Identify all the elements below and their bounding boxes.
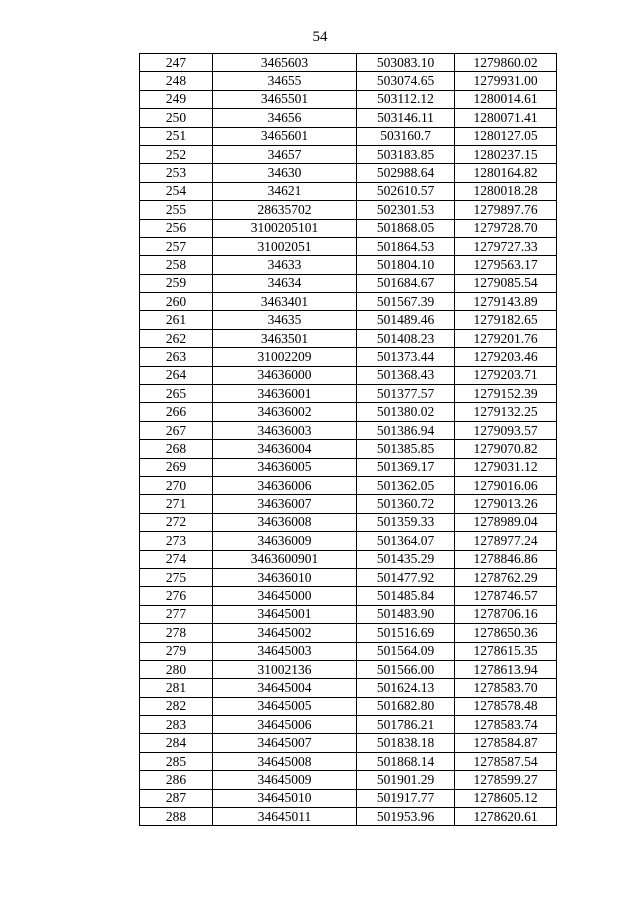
point-number-cell: 260 bbox=[140, 293, 213, 311]
coordinates-table bbox=[139, 53, 557, 826]
y-coordinate-cell: 1279132.25 bbox=[455, 403, 557, 421]
table-row bbox=[140, 752, 557, 770]
x-coordinate-cell: 501385.85 bbox=[357, 440, 455, 458]
point-code-cell: 34636004 bbox=[213, 440, 357, 458]
y-coordinate-cell: 1280237.15 bbox=[455, 145, 557, 163]
point-code-cell: 34645002 bbox=[213, 624, 357, 642]
point-code-cell: 34645000 bbox=[213, 587, 357, 605]
y-coordinate-cell: 1279860.02 bbox=[455, 54, 557, 72]
point-number-cell: 261 bbox=[140, 311, 213, 329]
y-coordinate-cell: 1279093.57 bbox=[455, 421, 557, 439]
point-number-cell: 276 bbox=[140, 587, 213, 605]
y-coordinate-cell: 1279143.89 bbox=[455, 293, 557, 311]
point-number-cell: 281 bbox=[140, 679, 213, 697]
y-coordinate-cell: 1278746.57 bbox=[455, 587, 557, 605]
point-code-cell: 34636002 bbox=[213, 403, 357, 421]
y-coordinate-cell: 1279203.46 bbox=[455, 348, 557, 366]
table-row bbox=[140, 605, 557, 623]
point-number-cell: 280 bbox=[140, 660, 213, 678]
point-number-cell: 287 bbox=[140, 789, 213, 807]
y-coordinate-cell: 1280164.82 bbox=[455, 164, 557, 182]
x-coordinate-cell: 501567.39 bbox=[357, 293, 455, 311]
y-coordinate-cell: 1278583.74 bbox=[455, 716, 557, 734]
x-coordinate-cell: 501786.21 bbox=[357, 716, 455, 734]
point-code-cell: 34636010 bbox=[213, 568, 357, 586]
x-coordinate-cell: 502988.64 bbox=[357, 164, 455, 182]
point-number-cell: 274 bbox=[140, 550, 213, 568]
y-coordinate-cell: 1278584.87 bbox=[455, 734, 557, 752]
y-coordinate-cell: 1278977.24 bbox=[455, 532, 557, 550]
x-coordinate-cell: 501477.92 bbox=[357, 568, 455, 586]
y-coordinate-cell: 1278587.54 bbox=[455, 752, 557, 770]
y-coordinate-cell: 1279182.65 bbox=[455, 311, 557, 329]
table-row bbox=[140, 109, 557, 127]
point-code-cell: 34636001 bbox=[213, 385, 357, 403]
point-number-cell: 264 bbox=[140, 366, 213, 384]
y-coordinate-cell: 1278599.27 bbox=[455, 771, 557, 789]
point-number-cell: 288 bbox=[140, 808, 213, 826]
point-code-cell: 34636007 bbox=[213, 495, 357, 513]
point-code-cell: 34645007 bbox=[213, 734, 357, 752]
table-row bbox=[140, 532, 557, 550]
point-code-cell: 34636008 bbox=[213, 513, 357, 531]
x-coordinate-cell: 502610.57 bbox=[357, 182, 455, 200]
y-coordinate-cell: 1278762.29 bbox=[455, 568, 557, 586]
y-coordinate-cell: 1279152.39 bbox=[455, 385, 557, 403]
table-row bbox=[140, 145, 557, 163]
point-number-cell: 283 bbox=[140, 716, 213, 734]
table-row bbox=[140, 495, 557, 513]
point-code-cell: 3463501 bbox=[213, 329, 357, 347]
point-code-cell: 34636000 bbox=[213, 366, 357, 384]
x-coordinate-cell: 501386.94 bbox=[357, 421, 455, 439]
point-code-cell: 31002136 bbox=[213, 660, 357, 678]
y-coordinate-cell: 1278620.61 bbox=[455, 808, 557, 826]
point-code-cell: 3465603 bbox=[213, 54, 357, 72]
table-row bbox=[140, 256, 557, 274]
y-coordinate-cell: 1279728.70 bbox=[455, 219, 557, 237]
table-row bbox=[140, 72, 557, 90]
y-coordinate-cell: 1280018.28 bbox=[455, 182, 557, 200]
y-coordinate-cell: 1279563.17 bbox=[455, 256, 557, 274]
x-coordinate-cell: 501489.46 bbox=[357, 311, 455, 329]
point-code-cell: 28635702 bbox=[213, 201, 357, 219]
point-code-cell: 31002209 bbox=[213, 348, 357, 366]
table-row bbox=[140, 366, 557, 384]
y-coordinate-cell: 1278578.48 bbox=[455, 697, 557, 715]
point-number-cell: 282 bbox=[140, 697, 213, 715]
point-code-cell: 34645004 bbox=[213, 679, 357, 697]
point-code-cell: 34645010 bbox=[213, 789, 357, 807]
table-row bbox=[140, 237, 557, 255]
point-number-cell: 247 bbox=[140, 54, 213, 72]
point-number-cell: 286 bbox=[140, 771, 213, 789]
table-row bbox=[140, 550, 557, 568]
table-row bbox=[140, 476, 557, 494]
point-number-cell: 256 bbox=[140, 219, 213, 237]
y-coordinate-cell: 1278615.35 bbox=[455, 642, 557, 660]
point-code-cell: 34657 bbox=[213, 145, 357, 163]
x-coordinate-cell: 503183.85 bbox=[357, 145, 455, 163]
point-number-cell: 253 bbox=[140, 164, 213, 182]
x-coordinate-cell: 501373.44 bbox=[357, 348, 455, 366]
point-number-cell: 259 bbox=[140, 274, 213, 292]
point-code-cell: 34645003 bbox=[213, 642, 357, 660]
point-code-cell: 3463600901 bbox=[213, 550, 357, 568]
table-row bbox=[140, 403, 557, 421]
y-coordinate-cell: 1279085.54 bbox=[455, 274, 557, 292]
table-row bbox=[140, 587, 557, 605]
point-code-cell: 34630 bbox=[213, 164, 357, 182]
point-code-cell: 34645011 bbox=[213, 808, 357, 826]
x-coordinate-cell: 501868.05 bbox=[357, 219, 455, 237]
point-code-cell: 34636006 bbox=[213, 476, 357, 494]
y-coordinate-cell: 1279070.82 bbox=[455, 440, 557, 458]
table-row bbox=[140, 716, 557, 734]
x-coordinate-cell: 503160.7 bbox=[357, 127, 455, 145]
x-coordinate-cell: 503074.65 bbox=[357, 72, 455, 90]
point-number-cell: 252 bbox=[140, 145, 213, 163]
point-number-cell: 279 bbox=[140, 642, 213, 660]
x-coordinate-cell: 501684.67 bbox=[357, 274, 455, 292]
point-number-cell: 249 bbox=[140, 90, 213, 108]
table-row bbox=[140, 660, 557, 678]
table-row bbox=[140, 311, 557, 329]
y-coordinate-cell: 1279897.76 bbox=[455, 201, 557, 219]
x-coordinate-cell: 501624.13 bbox=[357, 679, 455, 697]
point-number-cell: 271 bbox=[140, 495, 213, 513]
y-coordinate-cell: 1280014.61 bbox=[455, 90, 557, 108]
point-code-cell: 34645001 bbox=[213, 605, 357, 623]
y-coordinate-cell: 1280071.41 bbox=[455, 109, 557, 127]
point-number-cell: 285 bbox=[140, 752, 213, 770]
table-row bbox=[140, 771, 557, 789]
point-number-cell: 268 bbox=[140, 440, 213, 458]
x-coordinate-cell: 501364.07 bbox=[357, 532, 455, 550]
point-number-cell: 273 bbox=[140, 532, 213, 550]
point-code-cell: 34635 bbox=[213, 311, 357, 329]
point-number-cell: 248 bbox=[140, 72, 213, 90]
point-number-cell: 254 bbox=[140, 182, 213, 200]
point-code-cell: 3465501 bbox=[213, 90, 357, 108]
x-coordinate-cell: 501362.05 bbox=[357, 476, 455, 494]
table-row bbox=[140, 808, 557, 826]
point-code-cell: 3100205101 bbox=[213, 219, 357, 237]
x-coordinate-cell: 501682.80 bbox=[357, 697, 455, 715]
point-number-cell: 277 bbox=[140, 605, 213, 623]
table-row bbox=[140, 421, 557, 439]
table-row bbox=[140, 201, 557, 219]
coordinates-table-body bbox=[140, 54, 557, 826]
x-coordinate-cell: 501566.00 bbox=[357, 660, 455, 678]
y-coordinate-cell: 1278989.04 bbox=[455, 513, 557, 531]
point-code-cell: 34656 bbox=[213, 109, 357, 127]
y-coordinate-cell: 1278583.70 bbox=[455, 679, 557, 697]
table-row bbox=[140, 219, 557, 237]
x-coordinate-cell: 501483.90 bbox=[357, 605, 455, 623]
x-coordinate-cell: 501953.96 bbox=[357, 808, 455, 826]
table-row bbox=[140, 697, 557, 715]
y-coordinate-cell: 1278706.16 bbox=[455, 605, 557, 623]
point-number-cell: 262 bbox=[140, 329, 213, 347]
y-coordinate-cell: 1279013.26 bbox=[455, 495, 557, 513]
y-coordinate-cell: 1279201.76 bbox=[455, 329, 557, 347]
point-number-cell: 266 bbox=[140, 403, 213, 421]
point-code-cell: 34621 bbox=[213, 182, 357, 200]
point-code-cell: 34634 bbox=[213, 274, 357, 292]
x-coordinate-cell: 501377.57 bbox=[357, 385, 455, 403]
point-code-cell: 34645009 bbox=[213, 771, 357, 789]
x-coordinate-cell: 503112.12 bbox=[357, 90, 455, 108]
point-code-cell: 31002051 bbox=[213, 237, 357, 255]
x-coordinate-cell: 503083.10 bbox=[357, 54, 455, 72]
page-number: 54 bbox=[312, 29, 328, 45]
point-code-cell: 34636003 bbox=[213, 421, 357, 439]
point-number-cell: 267 bbox=[140, 421, 213, 439]
x-coordinate-cell: 501901.29 bbox=[357, 771, 455, 789]
table-row bbox=[140, 348, 557, 366]
y-coordinate-cell: 1279931.00 bbox=[455, 72, 557, 90]
x-coordinate-cell: 501369.17 bbox=[357, 458, 455, 476]
x-coordinate-cell: 501408.23 bbox=[357, 329, 455, 347]
point-number-cell: 251 bbox=[140, 127, 213, 145]
table-row bbox=[140, 293, 557, 311]
x-coordinate-cell: 501359.33 bbox=[357, 513, 455, 531]
point-code-cell: 3465601 bbox=[213, 127, 357, 145]
y-coordinate-cell: 1279031.12 bbox=[455, 458, 557, 476]
point-number-cell: 265 bbox=[140, 385, 213, 403]
x-coordinate-cell: 501360.72 bbox=[357, 495, 455, 513]
point-code-cell: 34636005 bbox=[213, 458, 357, 476]
x-coordinate-cell: 501435.29 bbox=[357, 550, 455, 568]
table-row bbox=[140, 513, 557, 531]
table-row bbox=[140, 385, 557, 403]
point-code-cell: 3463401 bbox=[213, 293, 357, 311]
y-coordinate-cell: 1279203.71 bbox=[455, 366, 557, 384]
point-number-cell: 272 bbox=[140, 513, 213, 531]
point-number-cell: 284 bbox=[140, 734, 213, 752]
table-row bbox=[140, 789, 557, 807]
point-number-cell: 270 bbox=[140, 476, 213, 494]
table-row bbox=[140, 329, 557, 347]
point-number-cell: 258 bbox=[140, 256, 213, 274]
table-row bbox=[140, 568, 557, 586]
table-row bbox=[140, 679, 557, 697]
table-row bbox=[140, 458, 557, 476]
point-code-cell: 34645006 bbox=[213, 716, 357, 734]
x-coordinate-cell: 501380.02 bbox=[357, 403, 455, 421]
point-number-cell: 250 bbox=[140, 109, 213, 127]
table-row bbox=[140, 440, 557, 458]
x-coordinate-cell: 501368.43 bbox=[357, 366, 455, 384]
point-number-cell: 263 bbox=[140, 348, 213, 366]
point-number-cell: 255 bbox=[140, 201, 213, 219]
x-coordinate-cell: 501864.53 bbox=[357, 237, 455, 255]
y-coordinate-cell: 1279016.06 bbox=[455, 476, 557, 494]
x-coordinate-cell: 502301.53 bbox=[357, 201, 455, 219]
y-coordinate-cell: 1278846.86 bbox=[455, 550, 557, 568]
point-code-cell: 34655 bbox=[213, 72, 357, 90]
x-coordinate-cell: 503146.11 bbox=[357, 109, 455, 127]
y-coordinate-cell: 1278613.94 bbox=[455, 660, 557, 678]
point-number-cell: 269 bbox=[140, 458, 213, 476]
x-coordinate-cell: 501804.10 bbox=[357, 256, 455, 274]
point-code-cell: 34636009 bbox=[213, 532, 357, 550]
point-code-cell: 34645005 bbox=[213, 697, 357, 715]
point-code-cell: 34633 bbox=[213, 256, 357, 274]
table-row bbox=[140, 127, 557, 145]
y-coordinate-cell: 1278650.36 bbox=[455, 624, 557, 642]
table-row bbox=[140, 274, 557, 292]
y-coordinate-cell: 1280127.05 bbox=[455, 127, 557, 145]
table-row bbox=[140, 90, 557, 108]
x-coordinate-cell: 501485.84 bbox=[357, 587, 455, 605]
table-row bbox=[140, 164, 557, 182]
table-row bbox=[140, 54, 557, 72]
x-coordinate-cell: 501564.09 bbox=[357, 642, 455, 660]
point-number-cell: 257 bbox=[140, 237, 213, 255]
y-coordinate-cell: 1278605.12 bbox=[455, 789, 557, 807]
point-number-cell: 278 bbox=[140, 624, 213, 642]
x-coordinate-cell: 501917.77 bbox=[357, 789, 455, 807]
x-coordinate-cell: 501516.69 bbox=[357, 624, 455, 642]
x-coordinate-cell: 501868.14 bbox=[357, 752, 455, 770]
table-row bbox=[140, 642, 557, 660]
point-code-cell: 34645008 bbox=[213, 752, 357, 770]
x-coordinate-cell: 501838.18 bbox=[357, 734, 455, 752]
table-row bbox=[140, 624, 557, 642]
y-coordinate-cell: 1279727.33 bbox=[455, 237, 557, 255]
point-number-cell: 275 bbox=[140, 568, 213, 586]
table-row bbox=[140, 734, 557, 752]
table-row bbox=[140, 182, 557, 200]
